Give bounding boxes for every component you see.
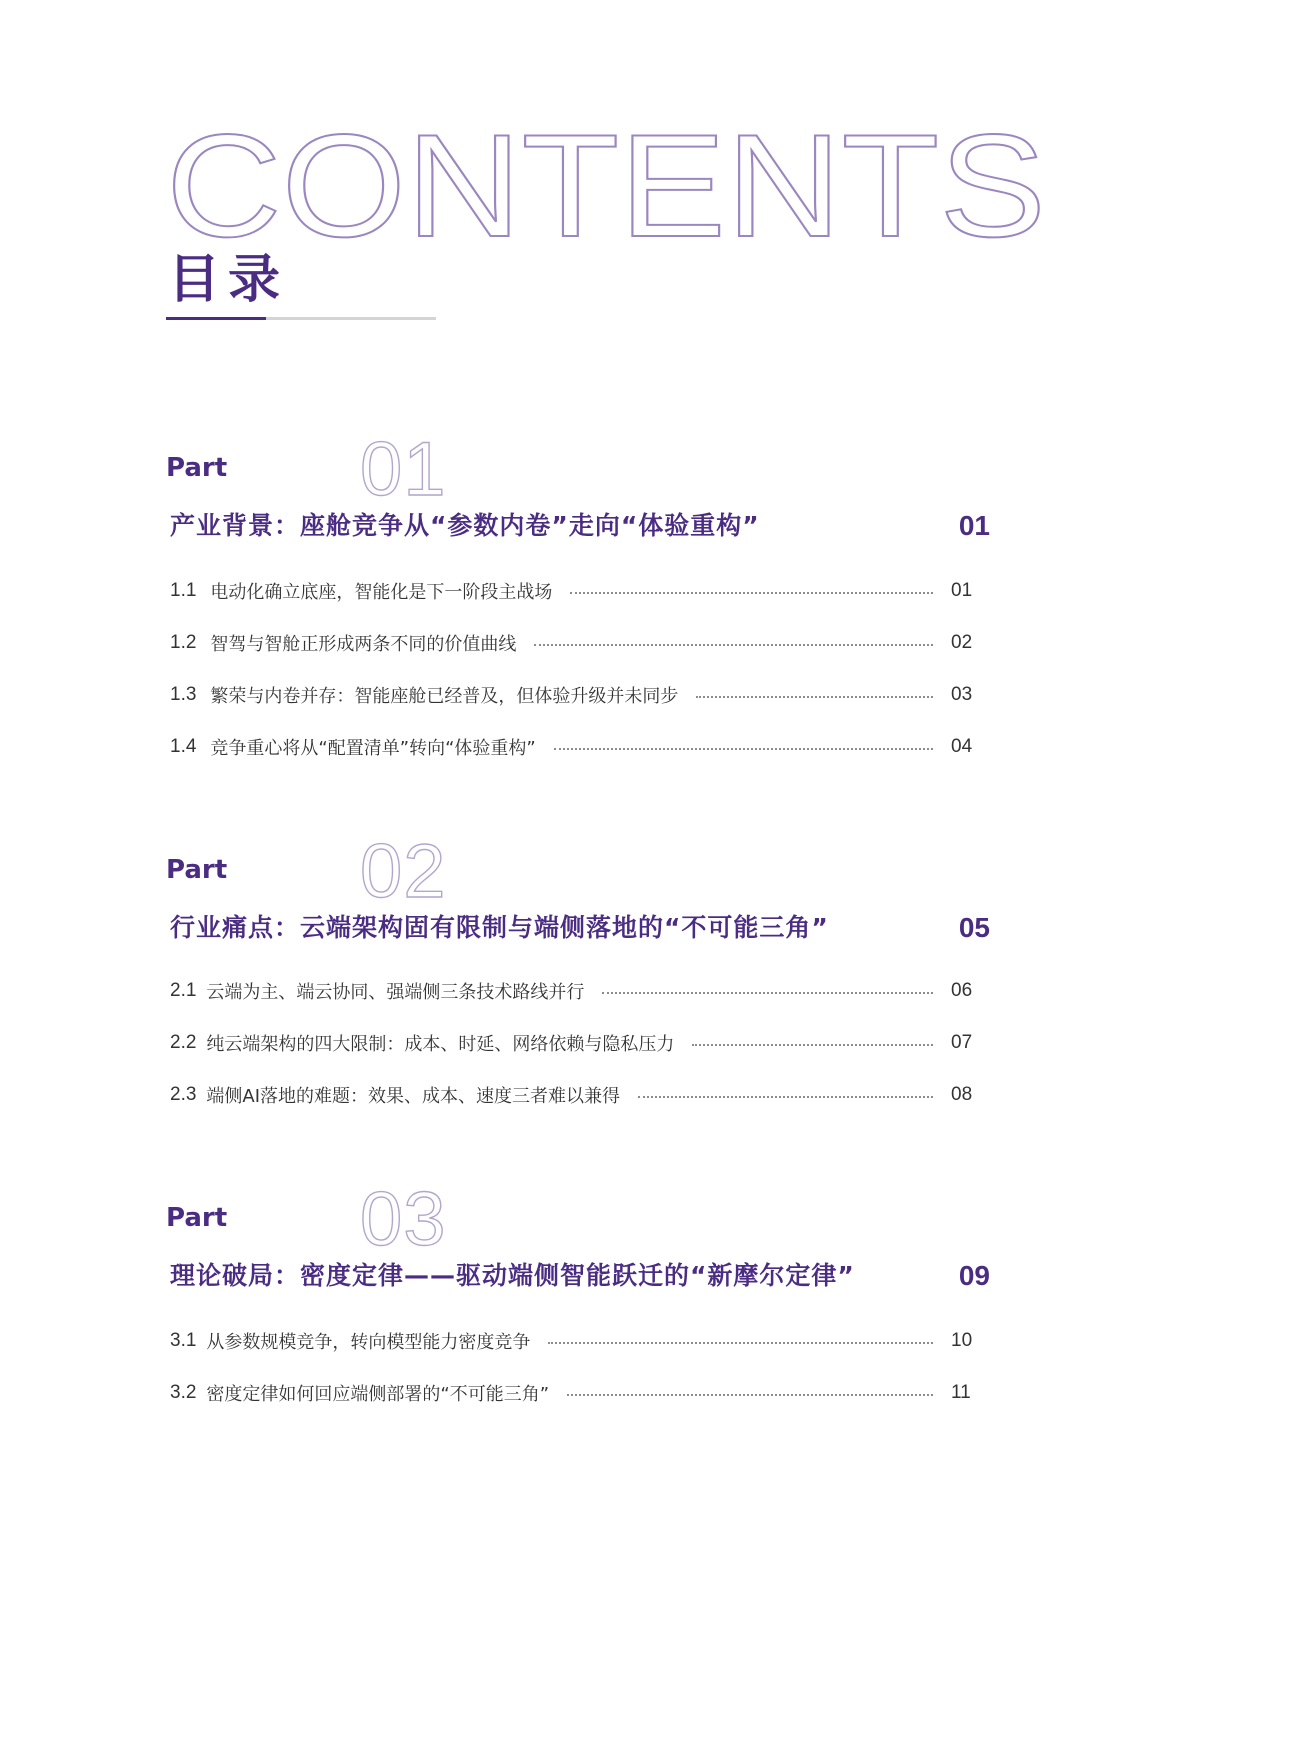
toc-entry[interactable]: [170, 1080, 985, 1110]
dotted-leader: [548, 1342, 933, 1344]
section-heading[interactable]: [170, 910, 990, 950]
dotted-leader: [638, 1096, 933, 1098]
entry-title: 智驾与智舱正形成两条不同的价值曲线: [210, 634, 517, 655]
entry-number: 1.3: [170, 684, 197, 705]
part-word: Part: [166, 1203, 228, 1233]
toc-entry[interactable]: [170, 1378, 985, 1408]
section-title: 理论破局：密度定律——驱动端侧智能跃迁的“新摩尔定律”: [170, 1261, 855, 1290]
title-underline-accent: [166, 317, 266, 320]
dotted-leader: [696, 696, 933, 698]
entry-page-number: 11: [951, 1382, 971, 1403]
toc-entry[interactable]: [170, 680, 985, 710]
toc-entry[interactable]: [170, 1028, 985, 1058]
entry-number: 2.1: [170, 980, 197, 1001]
dotted-leader: [554, 748, 933, 750]
toc-entry[interactable]: [170, 628, 985, 658]
section-page-number: 01: [958, 510, 990, 541]
entry-title: 云端为主、端云协同、强端侧三条技术路线并行: [206, 982, 585, 1003]
toc-entry[interactable]: [170, 576, 985, 606]
section-title: 产业背景：座舱竞争从“参数内卷”走向“体验重构”: [170, 511, 760, 540]
section-heading[interactable]: [170, 1258, 990, 1298]
entry-page-number: 01: [951, 580, 973, 601]
part-number: 01: [360, 427, 447, 512]
entry-number: 1.4: [170, 736, 197, 757]
part-word: Part: [166, 453, 228, 483]
entry-title: 电动化确立底座，智能化是下一阶段主战场: [210, 582, 553, 603]
contents-outline-text: CONTENTS: [166, 104, 1046, 267]
part-number: 02: [360, 829, 447, 914]
entry-page-number: 07: [951, 1032, 973, 1053]
entry-number: 2.2: [170, 1032, 197, 1053]
part-label: [166, 829, 447, 914]
entry-title: 竞争重心将从“配置清单”转向“体验重构”: [210, 738, 536, 759]
entry-number: 3.2: [170, 1382, 197, 1403]
toc-entry[interactable]: [170, 1326, 985, 1356]
dotted-leader: [570, 592, 933, 594]
entry-page-number: 08: [951, 1084, 973, 1105]
entry-title: 密度定律如何回应端侧部署的“不可能三角”: [206, 1384, 550, 1405]
entry-page-number: 06: [951, 980, 973, 1001]
section-page-number: 09: [958, 1260, 990, 1291]
section-heading[interactable]: [170, 508, 990, 548]
entry-number: 3.1: [170, 1330, 197, 1351]
part-word: Part: [166, 855, 228, 885]
entry-page-number: 04: [951, 736, 973, 757]
toc-entry[interactable]: [170, 976, 985, 1006]
toc-entry[interactable]: [170, 732, 985, 762]
entry-title: 繁荣与内卷并存：智能座舱已经普及，但体验升级并未同步: [210, 686, 679, 707]
part-label: [166, 427, 447, 512]
part-number: 03: [360, 1177, 447, 1262]
dotted-leader: [602, 992, 933, 994]
page-title: 目录: [168, 250, 289, 310]
entry-number: 2.3: [170, 1084, 197, 1105]
entry-title: 从参数规模竞争，转向模型能力密度竞争: [206, 1332, 531, 1353]
dotted-leader: [534, 644, 933, 646]
entry-page-number: 03: [951, 684, 973, 705]
entry-title: 纯云端架构的四大限制：成本、时延、网络依赖与隐私压力: [206, 1034, 675, 1055]
dotted-leader: [567, 1394, 933, 1396]
dotted-leader: [692, 1044, 933, 1046]
entry-number: 1.2: [170, 632, 197, 653]
entry-page-number: 02: [951, 632, 973, 653]
entry-page-number: 10: [951, 1330, 973, 1351]
entry-title: 端侧AI落地的难题：效果、成本、速度三者难以兼得: [206, 1086, 621, 1107]
section-page-number: 05: [958, 912, 990, 943]
entry-number: 1.1: [170, 580, 197, 601]
part-label: [166, 1177, 447, 1262]
contents-outline-word: [166, 100, 1066, 267]
section-title: 行业痛点：云端架构固有限制与端侧落地的“不可能三角”: [170, 913, 829, 942]
